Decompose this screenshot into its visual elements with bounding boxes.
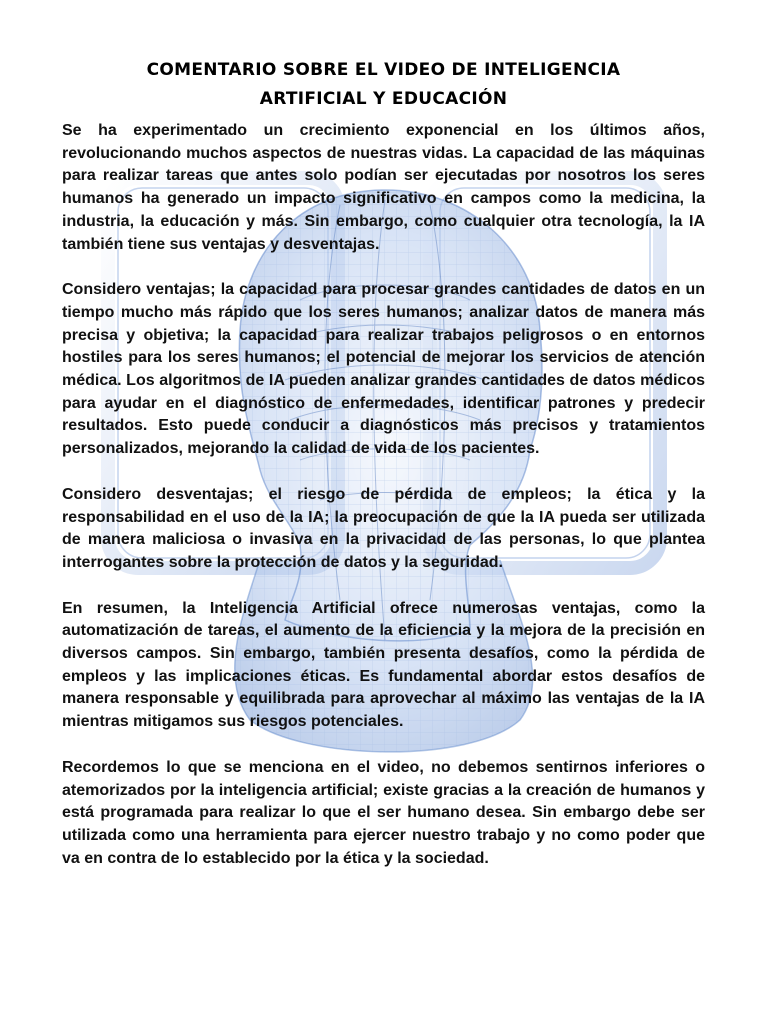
paragraph-disadvantages: Considero desventajas; el riesgo de pérdida de empleos; la ética y la responsabilidad en el uso de la IA; la preocupación de que la IA pueda ser utilizada de manera maliciosa o invasiva en la privacidad de las personas, lo que plantea interrogantes sobre la protección de datos y la seguridad. [62, 485, 705, 571]
document-body [62, 56, 705, 893]
document-title [62, 56, 705, 114]
title-line-1: COMENTARIO SOBRE EL VIDEO DE INTELIGENCIA [146, 60, 621, 80]
paragraph-advantages: Considero ventajas; la capacidad para procesar grandes cantidades de datos en un tiempo mucho más rápido que los seres humanos; analizar datos de manera más precisa y objetiva; la capacidad para realizar trabajos peligrosos o en entornos hostiles para los seres humanos; el potencial de mejorar los servicios de atención médica. Los algoritmos de IA pueden analizar grandes cantidades de datos médicos para ayudar en el diagnóstico de enfermedades, identificar patrones y predecir resultados. Esto puede conducir a diagnósticos más precisos y tratamientos personalizados, mejorando la calidad de vida de los pacientes. [62, 281, 705, 458]
title-line-2: ARTIFICIAL Y EDUCACIÓN [259, 89, 508, 109]
paragraph-intro: Se ha experimentado un crecimiento exponencial en los últimos años, revolucionando muchos aspectos de nuestras vidas. La capacidad de las máquinas para realizar tareas que antes solo podían ser ejecutadas por nosotros los seres humanos ha generado un impacto significativo en campos como la medicina, la industria, la educación y más. Sin embargo, como cualquier otra tecnología, la IA también tiene sus ventajas y desventajas. [62, 122, 705, 253]
paragraph-summary: En resumen, la Inteligencia Artificial ofrece numerosas ventajas, como la automatización de tareas, el aumento de la eficiencia y la mejora de la precisión en diversos campos. Sin embargo, también presenta desafíos, como la pérdida de empleos y las implicaciones éticas. Es fundamental abordar estos desafíos de manera responsable y equilibrada para aprovechar al máximo las ventajas de la IA mientras mitigamos sus riesgos potenciales. [62, 599, 705, 731]
paragraph-conclusion: Recordemos lo que se menciona en el video, no debemos sentirnos inferiores o atemorizados por la inteligencia artificial; existe gracias a la creación de humanos y está programada para realizar lo que el ser humano desea. Sin embargo debe ser utilizada como una herramienta para ejercer nuestro trabajo y no como poder que va en contra de lo establecido por la ética y la sociedad. [62, 758, 705, 867]
